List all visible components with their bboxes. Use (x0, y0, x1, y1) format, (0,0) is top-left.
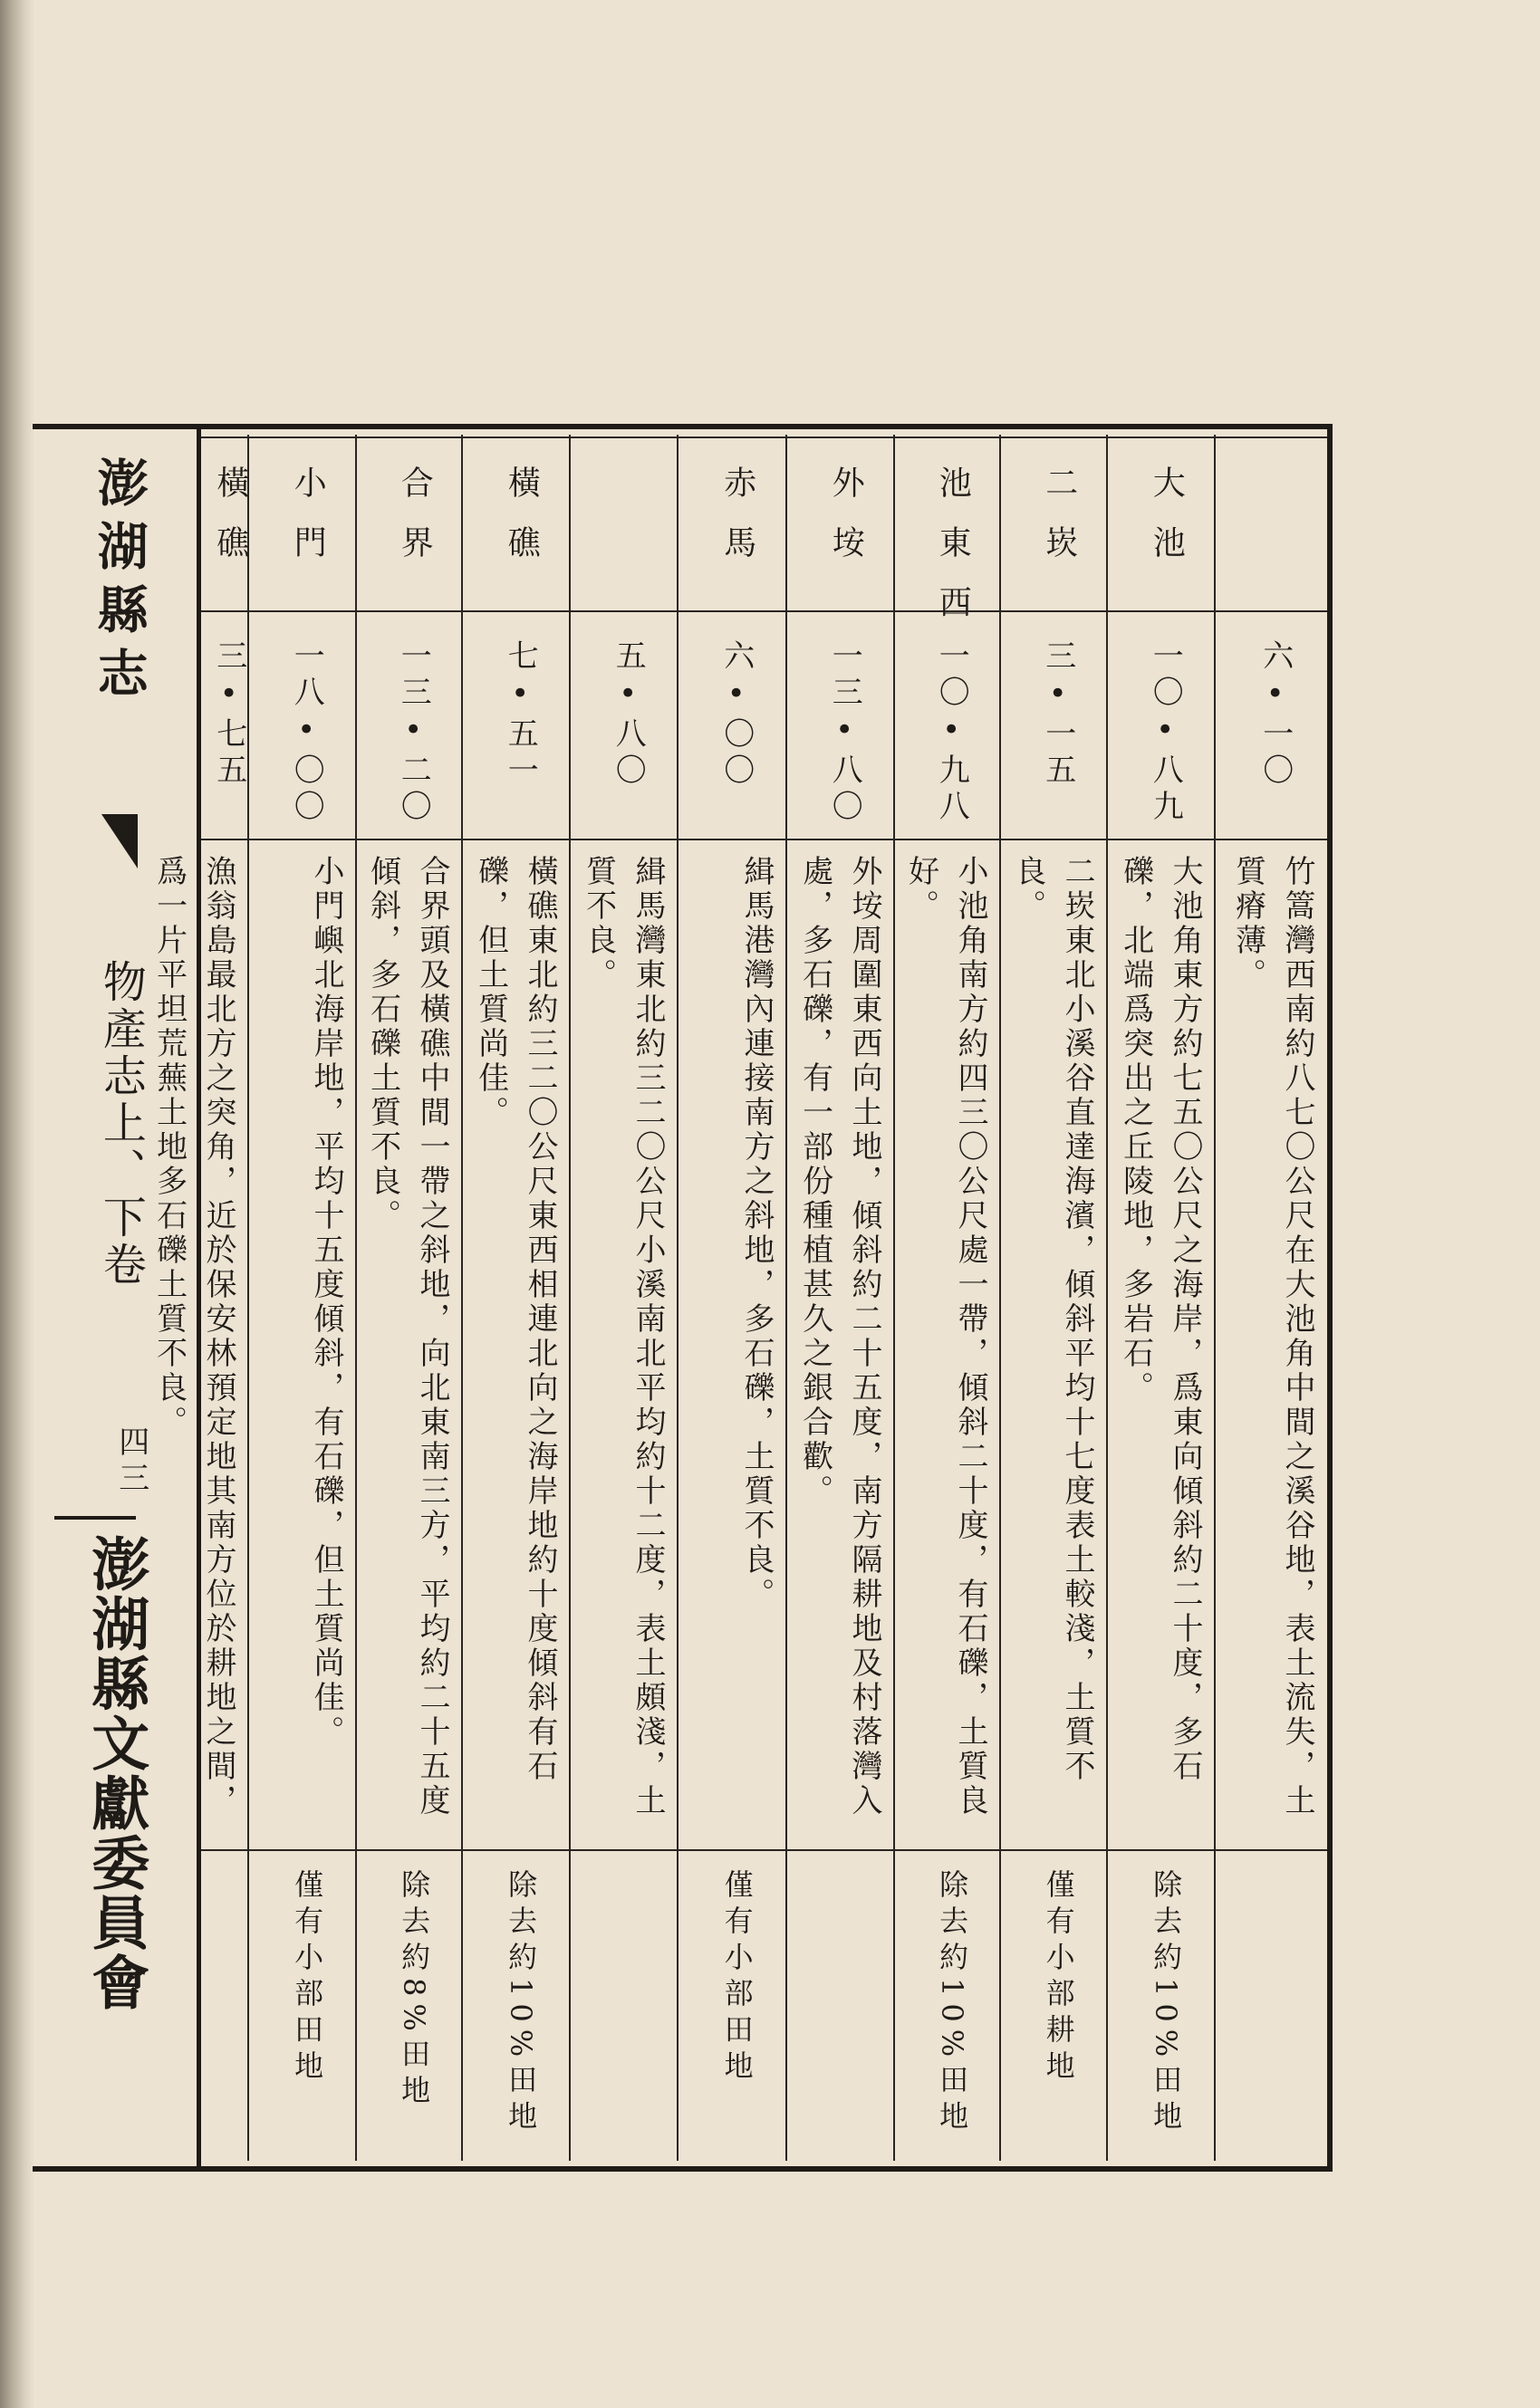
book-title: 澎湖縣志 (89, 456, 149, 710)
column-divider (1106, 435, 1108, 2161)
place-name-cell: 赤馬 (718, 465, 756, 585)
remark-cell: 除去約10%田地 (1149, 1869, 1184, 2137)
area-value-cell: 七•五一 (502, 639, 539, 790)
place-name-cell: 大池 (1148, 465, 1186, 585)
area-value-cell: 三•七五 (210, 639, 247, 790)
area-value-cell: 六•一〇 (1256, 639, 1294, 790)
margin-rule (54, 1516, 136, 1520)
remark-divider (201, 1849, 1327, 1851)
remark-cell: 僅有小部田地 (290, 1869, 325, 2087)
column-divider (1214, 435, 1216, 2161)
place-name-cell: 池東西 (934, 465, 972, 645)
area-value-cell: 一八•〇〇 (288, 639, 325, 826)
title-wedge (65, 814, 138, 868)
publisher-name: 澎湖縣文獻委員會 (82, 1534, 150, 2012)
description-cell: 合界頭及橫礁中間一帶之斜地，向北東南三方，平均約二十五度傾斜，多石礫土質不良。 (364, 855, 450, 1818)
description-cell: 小門嶼北海岸地，平均十五度傾斜，有石礫，但土質尚佳。 (308, 855, 344, 1750)
column-divider (355, 435, 357, 2161)
area-value-cell: 一〇•九八 (933, 639, 970, 826)
column-divider (999, 435, 1001, 2161)
page-number: 四三 (112, 1425, 149, 1498)
place-name-cell: 橫礁 (503, 465, 541, 585)
area-value-cell: 一三•二〇 (395, 639, 432, 826)
description-cell: 大池角東方約七五〇公尺之海岸，爲東向傾斜約二十度，多石礫，北端爲突出之丘陵地，多岩石。 (1117, 855, 1203, 1784)
top-inner-rule (201, 437, 1327, 438)
description-cell: 緝馬港灣內連接南方之斜地，多石礫，土質不良。 (738, 855, 775, 1612)
column-divider (569, 435, 571, 2161)
header-divider (201, 610, 1327, 612)
description-cell: 緝馬灣東北約三二〇公尺小溪南北平均約十二度，表土頗淺，土質不良。 (580, 855, 666, 1818)
area-value-cell: 五•八〇 (610, 639, 647, 790)
remark-cell: 除去約8%田地 (397, 1869, 432, 2111)
area-value-cell: 一〇•八九 (1147, 639, 1184, 826)
book-spine (0, 0, 34, 2408)
column-divider (785, 435, 787, 2161)
remark-cell: 除去約10%田地 (935, 1869, 970, 2137)
section-subtitle: 物產志上、下卷 (95, 959, 147, 1289)
data-table (33, 424, 1333, 2172)
column-divider (893, 435, 895, 2161)
description-cell: 外垵周圍東西向土地，傾斜約二十五度，南方隔耕地及村落灣入處，多石礫，有一部份種植甚久之銀合歡。 (796, 855, 882, 1818)
description-cell: 小池角南方約四三〇公尺處一帶，傾斜二十度，有石礫，土質良好。 (902, 855, 988, 1818)
place-name-cell: 外垵 (827, 465, 865, 585)
description-cell: 竹篙灣西南約八七〇公尺在大池角中間之溪谷地，表土流失，土質瘠薄。 (1229, 855, 1315, 1818)
number-divider (201, 839, 1327, 840)
area-value-cell: 六•〇〇 (717, 639, 755, 790)
place-name-cell: 橫礁 (211, 465, 249, 585)
description-cell: 橫礁東北約三二〇公尺東西相連北向之海岸地約十度傾斜有石礫，但土質尚佳。 (472, 855, 558, 1784)
remark-cell: 除去約10%田地 (504, 1869, 539, 2137)
remark-cell: 僅有小部耕地 (1041, 1869, 1076, 2087)
area-value-cell: 三•一五 (1039, 639, 1076, 790)
column-divider (677, 435, 679, 2161)
place-name-cell: 小門 (289, 465, 327, 585)
place-name-cell: 合界 (396, 465, 434, 585)
description-cell: 二崁東北小溪谷直達海濱，傾斜平均十七度表土較淺，土質不良。 (1009, 855, 1095, 1784)
column-divider (461, 435, 463, 2161)
remark-cell: 僅有小部田地 (719, 1869, 755, 2087)
area-value-cell: 一三•八〇 (826, 639, 863, 826)
place-name-cell: 二崁 (1040, 465, 1078, 585)
description-cell: 漁翁島最北方之突角，近於保安林預定地其南方位於耕地之間，爲一片平坦荒蕪土地多石礫土質不良。 (150, 855, 236, 1818)
